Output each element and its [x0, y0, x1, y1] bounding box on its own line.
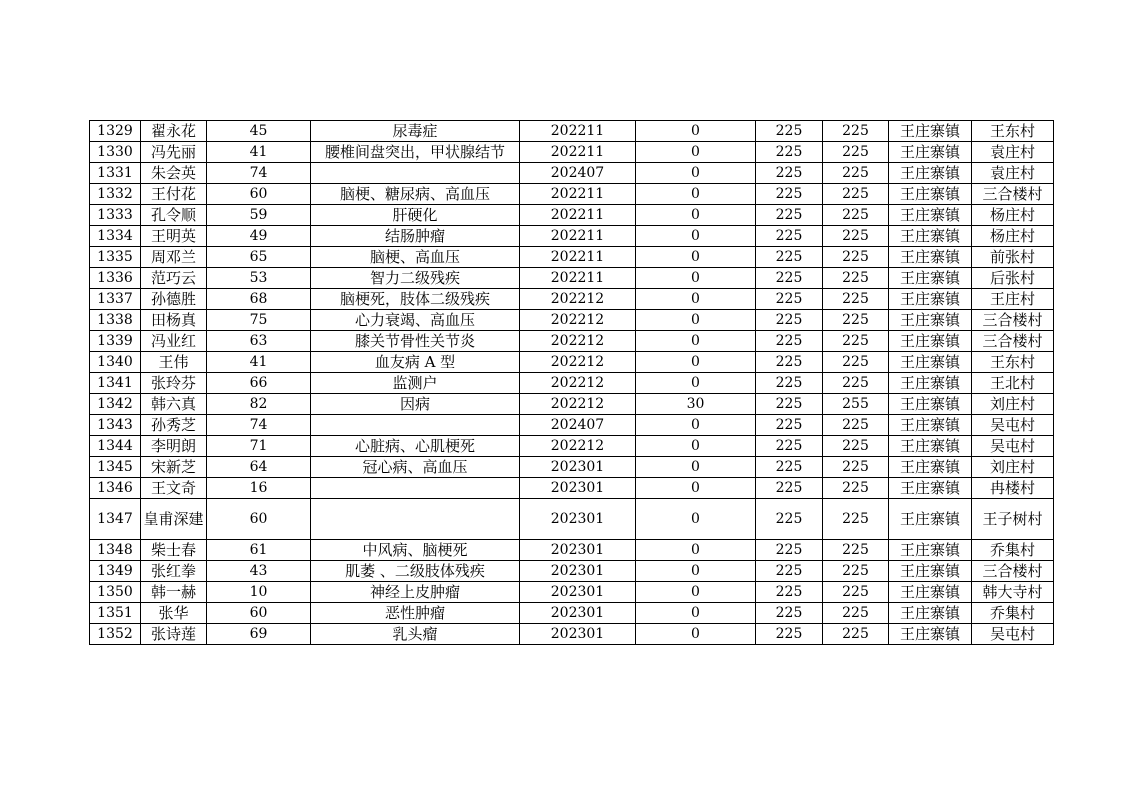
- start-month-cell: 202211: [520, 205, 636, 226]
- total-amount-cell: 225: [823, 582, 889, 603]
- town-cell: 王庄寨镇: [889, 121, 972, 142]
- start-month-cell: 202301: [520, 540, 636, 561]
- base-amount-cell: 225: [756, 184, 823, 205]
- start-month-cell: 202301: [520, 457, 636, 478]
- start-month-cell: 202211: [520, 121, 636, 142]
- total-amount-cell: 225: [823, 436, 889, 457]
- age-cell: 68: [207, 289, 311, 310]
- name-cell: 孙秀芝: [141, 415, 207, 436]
- town-cell: 王庄寨镇: [889, 373, 972, 394]
- base-amount-cell: 225: [756, 561, 823, 582]
- name-cell: 冯先丽: [141, 142, 207, 163]
- base-amount-cell: 225: [756, 226, 823, 247]
- age-cell: 10: [207, 582, 311, 603]
- base-amount-cell: 225: [756, 352, 823, 373]
- condition-cell: 心力衰竭、高血压: [311, 310, 520, 331]
- extra-amount-cell: 0: [636, 561, 756, 582]
- name-cell: 张华: [141, 603, 207, 624]
- name-cell: 柴士春: [141, 540, 207, 561]
- name-cell: 宋新芝: [141, 457, 207, 478]
- total-amount-cell: 225: [823, 415, 889, 436]
- name-cell: 皇甫深建: [141, 499, 207, 540]
- village-cell: 乔集村: [972, 540, 1054, 561]
- condition-cell: 神经上皮肿瘤: [311, 582, 520, 603]
- town-cell: 王庄寨镇: [889, 561, 972, 582]
- start-month-cell: 202407: [520, 415, 636, 436]
- row-number-cell: 1346: [90, 478, 141, 499]
- table-row: [90, 289, 1054, 310]
- row-number-cell: 1348: [90, 540, 141, 561]
- start-month-cell: 202212: [520, 331, 636, 352]
- town-cell: 王庄寨镇: [889, 499, 972, 540]
- town-cell: 王庄寨镇: [889, 352, 972, 373]
- town-cell: 王庄寨镇: [889, 415, 972, 436]
- village-cell: 刘庄村: [972, 394, 1054, 415]
- row-number-cell: 1350: [90, 582, 141, 603]
- base-amount-cell: 225: [756, 603, 823, 624]
- total-amount-cell: 225: [823, 603, 889, 624]
- table-row: [90, 142, 1054, 163]
- start-month-cell: 202212: [520, 394, 636, 415]
- name-cell: 朱会英: [141, 163, 207, 184]
- table-row: [90, 394, 1054, 415]
- row-number-cell: 1336: [90, 268, 141, 289]
- village-cell: 王北村: [972, 373, 1054, 394]
- condition-cell: [311, 499, 520, 540]
- village-cell: 前张村: [972, 247, 1054, 268]
- row-number-cell: 1352: [90, 624, 141, 645]
- base-amount-cell: 225: [756, 436, 823, 457]
- table-row: [90, 582, 1054, 603]
- town-cell: 王庄寨镇: [889, 603, 972, 624]
- start-month-cell: 202301: [520, 624, 636, 645]
- table-row: [90, 310, 1054, 331]
- base-amount-cell: 225: [756, 331, 823, 352]
- row-number-cell: 1351: [90, 603, 141, 624]
- total-amount-cell: 225: [823, 142, 889, 163]
- row-number-cell: 1342: [90, 394, 141, 415]
- base-amount-cell: 225: [756, 247, 823, 268]
- age-cell: 59: [207, 205, 311, 226]
- town-cell: 王庄寨镇: [889, 436, 972, 457]
- base-amount-cell: 225: [756, 624, 823, 645]
- age-cell: 43: [207, 561, 311, 582]
- name-cell: 韩六真: [141, 394, 207, 415]
- table-row: [90, 540, 1054, 561]
- town-cell: 王庄寨镇: [889, 457, 972, 478]
- start-month-cell: 202211: [520, 247, 636, 268]
- village-cell: 三合楼村: [972, 184, 1054, 205]
- town-cell: 王庄寨镇: [889, 142, 972, 163]
- name-cell: 张红拳: [141, 561, 207, 582]
- extra-amount-cell: 0: [636, 268, 756, 289]
- town-cell: 王庄寨镇: [889, 394, 972, 415]
- table-row: [90, 624, 1054, 645]
- name-cell: 李明朗: [141, 436, 207, 457]
- town-cell: 王庄寨镇: [889, 582, 972, 603]
- age-cell: 63: [207, 331, 311, 352]
- total-amount-cell: 225: [823, 478, 889, 499]
- condition-cell: 脑梗死，肢体二级残疾: [311, 289, 520, 310]
- extra-amount-cell: 0: [636, 478, 756, 499]
- age-cell: 65: [207, 247, 311, 268]
- total-amount-cell: 225: [823, 268, 889, 289]
- town-cell: 王庄寨镇: [889, 540, 972, 561]
- total-amount-cell: 225: [823, 373, 889, 394]
- extra-amount-cell: 0: [636, 205, 756, 226]
- table-row: [90, 415, 1054, 436]
- extra-amount-cell: 0: [636, 163, 756, 184]
- extra-amount-cell: 0: [636, 540, 756, 561]
- total-amount-cell: 225: [823, 540, 889, 561]
- extra-amount-cell: 0: [636, 310, 756, 331]
- village-cell: 三合楼村: [972, 331, 1054, 352]
- row-number-cell: 1340: [90, 352, 141, 373]
- extra-amount-cell: 0: [636, 226, 756, 247]
- age-cell: 75: [207, 310, 311, 331]
- condition-cell: 肌萎 、二级肢体残疾: [311, 561, 520, 582]
- condition-cell: 心脏病、心肌梗死: [311, 436, 520, 457]
- name-cell: 王付花: [141, 184, 207, 205]
- table-row: [90, 561, 1054, 582]
- extra-amount-cell: 0: [636, 499, 756, 540]
- total-amount-cell: 225: [823, 310, 889, 331]
- start-month-cell: 202301: [520, 603, 636, 624]
- start-month-cell: 202211: [520, 142, 636, 163]
- row-number-cell: 1345: [90, 457, 141, 478]
- total-amount-cell: 225: [823, 121, 889, 142]
- row-number-cell: 1349: [90, 561, 141, 582]
- row-number-cell: 1339: [90, 331, 141, 352]
- base-amount-cell: 225: [756, 415, 823, 436]
- condition-cell: 脑梗、高血压: [311, 247, 520, 268]
- extra-amount-cell: 0: [636, 247, 756, 268]
- village-cell: 王庄村: [972, 289, 1054, 310]
- table-row: [90, 205, 1054, 226]
- table-row: [90, 163, 1054, 184]
- table-row: [90, 603, 1054, 624]
- total-amount-cell: 225: [823, 457, 889, 478]
- base-amount-cell: 225: [756, 582, 823, 603]
- age-cell: 60: [207, 184, 311, 205]
- table-row: [90, 352, 1054, 373]
- base-amount-cell: 225: [756, 457, 823, 478]
- extra-amount-cell: 0: [636, 289, 756, 310]
- base-amount-cell: 225: [756, 163, 823, 184]
- total-amount-cell: 225: [823, 352, 889, 373]
- total-amount-cell: 225: [823, 226, 889, 247]
- village-cell: 吴屯村: [972, 624, 1054, 645]
- age-cell: 74: [207, 415, 311, 436]
- town-cell: 王庄寨镇: [889, 331, 972, 352]
- condition-cell: 乳头瘤: [311, 624, 520, 645]
- age-cell: 60: [207, 499, 311, 540]
- row-number-cell: 1337: [90, 289, 141, 310]
- name-cell: 周邓兰: [141, 247, 207, 268]
- table-row: [90, 247, 1054, 268]
- extra-amount-cell: 0: [636, 436, 756, 457]
- row-number-cell: 1334: [90, 226, 141, 247]
- total-amount-cell: 225: [823, 205, 889, 226]
- start-month-cell: 202212: [520, 373, 636, 394]
- condition-cell: [311, 478, 520, 499]
- base-amount-cell: 225: [756, 373, 823, 394]
- extra-amount-cell: 0: [636, 582, 756, 603]
- condition-cell: 恶性肿瘤: [311, 603, 520, 624]
- town-cell: 王庄寨镇: [889, 247, 972, 268]
- total-amount-cell: 225: [823, 289, 889, 310]
- age-cell: 16: [207, 478, 311, 499]
- village-cell: 后张村: [972, 268, 1054, 289]
- age-cell: 66: [207, 373, 311, 394]
- extra-amount-cell: 0: [636, 415, 756, 436]
- extra-amount-cell: 30: [636, 394, 756, 415]
- start-month-cell: 202212: [520, 352, 636, 373]
- roster-table: [89, 120, 1054, 645]
- condition-cell: [311, 415, 520, 436]
- base-amount-cell: 225: [756, 499, 823, 540]
- start-month-cell: 202301: [520, 478, 636, 499]
- town-cell: 王庄寨镇: [889, 163, 972, 184]
- age-cell: 41: [207, 352, 311, 373]
- table-row: [90, 436, 1054, 457]
- age-cell: 69: [207, 624, 311, 645]
- name-cell: 范巧云: [141, 268, 207, 289]
- extra-amount-cell: 0: [636, 457, 756, 478]
- village-cell: 韩大寺村: [972, 582, 1054, 603]
- start-month-cell: 202212: [520, 310, 636, 331]
- total-amount-cell: 225: [823, 331, 889, 352]
- town-cell: 王庄寨镇: [889, 205, 972, 226]
- age-cell: 82: [207, 394, 311, 415]
- town-cell: 王庄寨镇: [889, 268, 972, 289]
- village-cell: 袁庄村: [972, 163, 1054, 184]
- condition-cell: 结肠肿瘤: [311, 226, 520, 247]
- row-number-cell: 1343: [90, 415, 141, 436]
- condition-cell: 监测户: [311, 373, 520, 394]
- extra-amount-cell: 0: [636, 603, 756, 624]
- row-number-cell: 1335: [90, 247, 141, 268]
- table-row: [90, 268, 1054, 289]
- start-month-cell: 202211: [520, 268, 636, 289]
- base-amount-cell: 225: [756, 121, 823, 142]
- village-cell: 王东村: [972, 352, 1054, 373]
- village-cell: 杨庄村: [972, 205, 1054, 226]
- name-cell: 孙德胜: [141, 289, 207, 310]
- base-amount-cell: 225: [756, 142, 823, 163]
- start-month-cell: 202212: [520, 436, 636, 457]
- age-cell: 71: [207, 436, 311, 457]
- town-cell: 王庄寨镇: [889, 624, 972, 645]
- base-amount-cell: 225: [756, 268, 823, 289]
- village-cell: 三合楼村: [972, 561, 1054, 582]
- extra-amount-cell: 0: [636, 142, 756, 163]
- extra-amount-cell: 0: [636, 352, 756, 373]
- condition-cell: [311, 163, 520, 184]
- town-cell: 王庄寨镇: [889, 289, 972, 310]
- name-cell: 张玲芬: [141, 373, 207, 394]
- extra-amount-cell: 0: [636, 373, 756, 394]
- condition-cell: 冠心病、高血压: [311, 457, 520, 478]
- town-cell: 王庄寨镇: [889, 478, 972, 499]
- village-cell: 冉楼村: [972, 478, 1054, 499]
- start-month-cell: 202211: [520, 226, 636, 247]
- village-cell: 王子树村: [972, 499, 1054, 540]
- start-month-cell: 202301: [520, 561, 636, 582]
- table-row: [90, 478, 1054, 499]
- table-row: [90, 226, 1054, 247]
- village-cell: 乔集村: [972, 603, 1054, 624]
- condition-cell: 因病: [311, 394, 520, 415]
- total-amount-cell: 255: [823, 394, 889, 415]
- condition-cell: 膝关节骨性关节炎: [311, 331, 520, 352]
- condition-cell: 脑梗、糖尿病、高血压: [311, 184, 520, 205]
- age-cell: 64: [207, 457, 311, 478]
- condition-cell: 尿毒症: [311, 121, 520, 142]
- name-cell: 孔令顺: [141, 205, 207, 226]
- age-cell: 41: [207, 142, 311, 163]
- start-month-cell: 202212: [520, 289, 636, 310]
- name-cell: 田杨真: [141, 310, 207, 331]
- row-number-cell: 1331: [90, 163, 141, 184]
- total-amount-cell: 225: [823, 624, 889, 645]
- condition-cell: 腰椎间盘突出，甲状腺结节: [311, 142, 520, 163]
- base-amount-cell: 225: [756, 540, 823, 561]
- base-amount-cell: 225: [756, 205, 823, 226]
- total-amount-cell: 225: [823, 163, 889, 184]
- extra-amount-cell: 0: [636, 331, 756, 352]
- village-cell: 三合楼村: [972, 310, 1054, 331]
- village-cell: 刘庄村: [972, 457, 1054, 478]
- name-cell: 王伟: [141, 352, 207, 373]
- table-row: [90, 331, 1054, 352]
- age-cell: 61: [207, 540, 311, 561]
- condition-cell: 智力二级残疾: [311, 268, 520, 289]
- name-cell: 王文奇: [141, 478, 207, 499]
- age-cell: 45: [207, 121, 311, 142]
- condition-cell: 血友病 A 型: [311, 352, 520, 373]
- age-cell: 60: [207, 603, 311, 624]
- table-row: [90, 121, 1054, 142]
- row-number-cell: 1330: [90, 142, 141, 163]
- roster-body: [90, 121, 1054, 645]
- total-amount-cell: 225: [823, 247, 889, 268]
- row-number-cell: 1344: [90, 436, 141, 457]
- condition-cell: 肝硬化: [311, 205, 520, 226]
- total-amount-cell: 225: [823, 184, 889, 205]
- name-cell: 韩一赫: [141, 582, 207, 603]
- village-cell: 吴屯村: [972, 436, 1054, 457]
- age-cell: 74: [207, 163, 311, 184]
- row-number-cell: 1329: [90, 121, 141, 142]
- extra-amount-cell: 0: [636, 624, 756, 645]
- row-number-cell: 1338: [90, 310, 141, 331]
- row-number-cell: 1333: [90, 205, 141, 226]
- base-amount-cell: 225: [756, 289, 823, 310]
- town-cell: 王庄寨镇: [889, 310, 972, 331]
- village-cell: 吴屯村: [972, 415, 1054, 436]
- name-cell: 冯业红: [141, 331, 207, 352]
- age-cell: 49: [207, 226, 311, 247]
- base-amount-cell: 225: [756, 310, 823, 331]
- row-number-cell: 1332: [90, 184, 141, 205]
- total-amount-cell: 225: [823, 499, 889, 540]
- table-row: [90, 457, 1054, 478]
- base-amount-cell: 225: [756, 394, 823, 415]
- table-row: [90, 373, 1054, 394]
- name-cell: 翟永花: [141, 121, 207, 142]
- table-row: [90, 184, 1054, 205]
- village-cell: 袁庄村: [972, 142, 1054, 163]
- village-cell: 王东村: [972, 121, 1054, 142]
- name-cell: 张诗莲: [141, 624, 207, 645]
- start-month-cell: 202301: [520, 582, 636, 603]
- total-amount-cell: 225: [823, 561, 889, 582]
- start-month-cell: 202301: [520, 499, 636, 540]
- base-amount-cell: 225: [756, 478, 823, 499]
- start-month-cell: 202211: [520, 184, 636, 205]
- row-number-cell: 1347: [90, 499, 141, 540]
- extra-amount-cell: 0: [636, 121, 756, 142]
- village-cell: 杨庄村: [972, 226, 1054, 247]
- start-month-cell: 202407: [520, 163, 636, 184]
- table-row: [90, 499, 1054, 540]
- age-cell: 53: [207, 268, 311, 289]
- extra-amount-cell: 0: [636, 184, 756, 205]
- town-cell: 王庄寨镇: [889, 184, 972, 205]
- row-number-cell: 1341: [90, 373, 141, 394]
- name-cell: 王明英: [141, 226, 207, 247]
- condition-cell: 中风病、脑梗死: [311, 540, 520, 561]
- town-cell: 王庄寨镇: [889, 226, 972, 247]
